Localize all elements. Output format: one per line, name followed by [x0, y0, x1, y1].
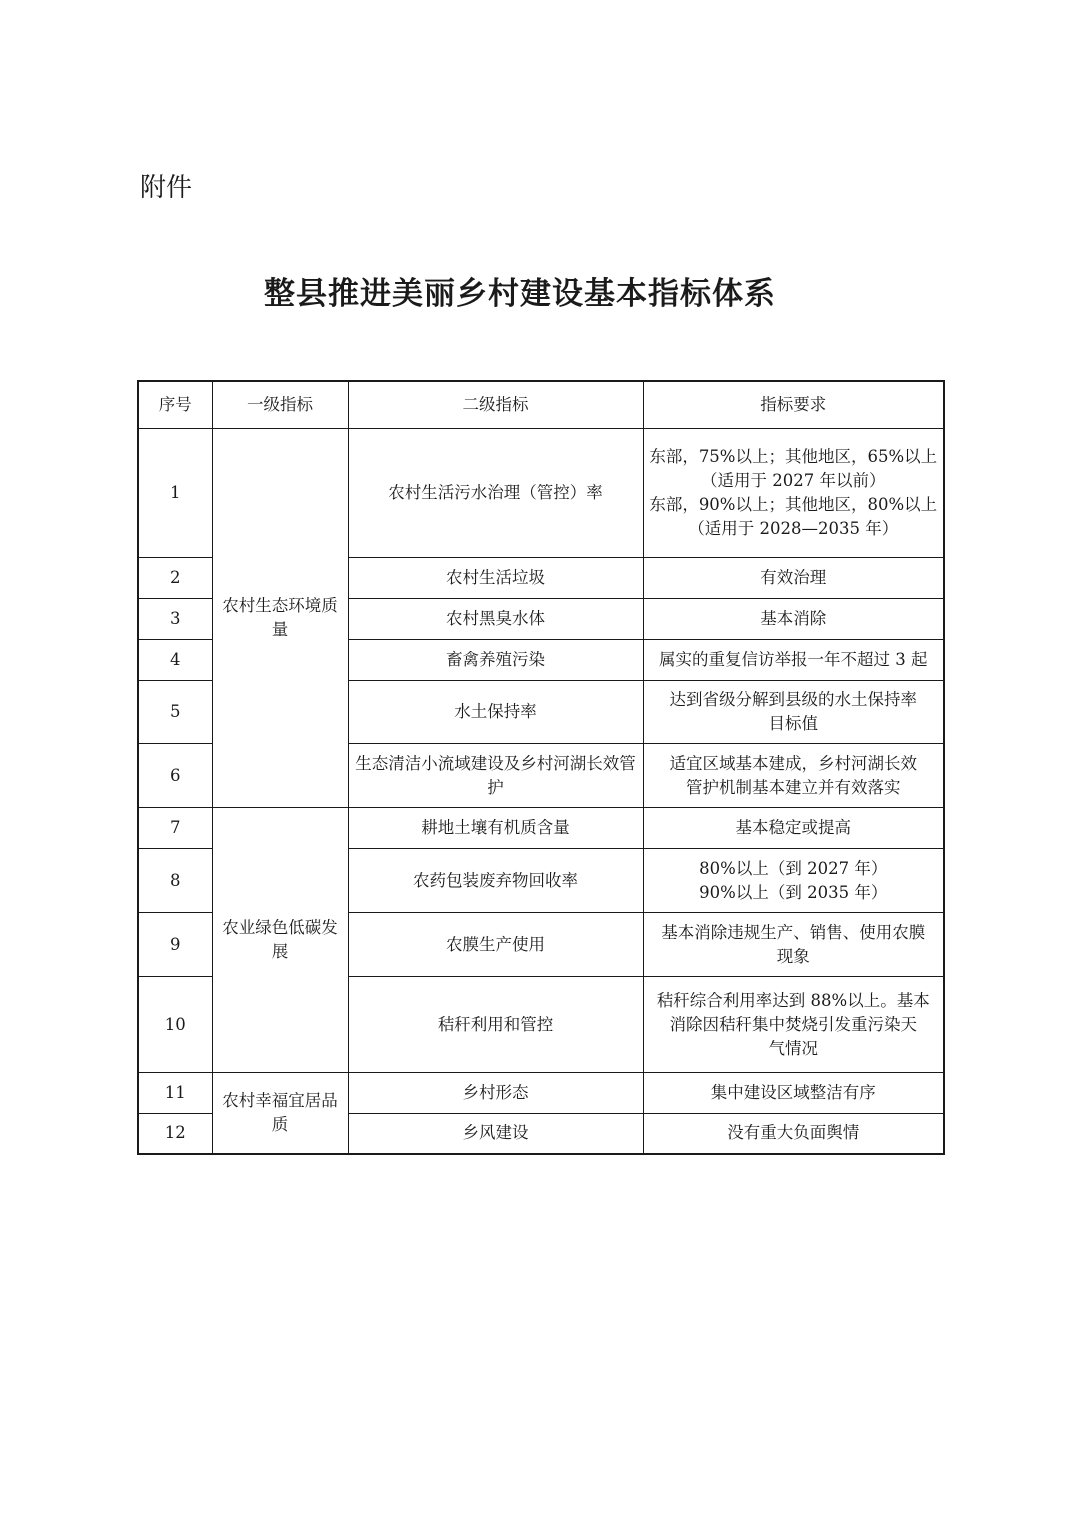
requirement-line: 管护机制基本建立并有效落实: [686, 777, 901, 797]
secondary-indicator-cell: 农膜生产使用: [348, 913, 643, 977]
requirement-cell: [643, 599, 944, 640]
row-number: 3: [138, 599, 212, 640]
secondary-indicator-cell: 农村生活污水治理（管控）率: [348, 429, 643, 558]
secondary-indicator-cell: 农药包装废弃物回收率: [348, 849, 643, 913]
header-secondary-indicator: 二级指标: [348, 381, 643, 429]
secondary-indicator-cell: 畜禽养殖污染: [348, 640, 643, 681]
row-number: 2: [138, 558, 212, 599]
requirement-line: 基本消除违规生产、销售、使用农膜: [661, 922, 926, 942]
header-row: [138, 381, 944, 429]
requirement-line: 现象: [776, 946, 810, 966]
table-row: [138, 1073, 944, 1114]
primary-indicator-cell: 农业绿色低碳发展: [212, 808, 348, 1073]
requirement-line: 目标值: [768, 714, 818, 733]
requirement-line: 集中建设区域整洁有序: [710, 1083, 876, 1102]
requirement-line: 秸秆综合利用率达到 88%以上。基本: [656, 990, 930, 1010]
table-body: [138, 429, 944, 1154]
requirement-line: 80%以上（到 2027 年）: [699, 858, 888, 878]
indicator-table: [137, 380, 945, 1155]
requirement-cell: [643, 681, 944, 744]
row-number: 8: [138, 849, 212, 913]
attachment-label: 附件: [140, 173, 193, 203]
requirement-cell: [643, 429, 944, 558]
row-number: 4: [138, 640, 212, 681]
requirement-line: （适用于 2028—2035 年）: [688, 519, 899, 538]
secondary-indicator-cell: 乡村形态: [348, 1073, 643, 1114]
secondary-indicator-cell: 乡风建设: [348, 1114, 643, 1154]
header-primary-indicator: 一级指标: [212, 381, 348, 429]
secondary-indicator-cell: 耕地土壤有机质含量: [348, 808, 643, 849]
requirement-cell: [643, 1114, 944, 1154]
requirement-line: 有效治理: [760, 568, 827, 587]
table-header: [138, 381, 944, 429]
document-title: 整县推进美丽乡村建设基本指标体系: [264, 276, 776, 312]
requirement-line: 适宜区域基本建成，乡村河湖长效: [669, 753, 917, 773]
requirement-line: 东部，90%以上；其他地区，80%以上: [649, 495, 938, 514]
row-number: 7: [138, 808, 212, 849]
requirement-line: 90%以上（到 2035 年）: [699, 882, 888, 902]
primary-indicator-cell: 农村生态环境质量: [212, 429, 348, 808]
requirement-cell: [643, 1073, 944, 1114]
requirement-line: 基本稳定或提高: [735, 818, 851, 837]
requirement-line: 消除因秸秆集中焚烧引发重污染天: [669, 1014, 917, 1034]
requirement-cell: [643, 640, 944, 681]
row-number: 6: [138, 744, 212, 808]
row-number: 11: [138, 1073, 212, 1114]
requirement-line: 达到省级分解到县级的水土保持率: [669, 690, 917, 709]
row-number: 5: [138, 681, 212, 744]
requirement-line: 没有重大负面舆情: [727, 1123, 860, 1143]
requirement-line: 基本消除: [760, 609, 827, 628]
primary-indicator-cell: 农村幸福宜居品质: [212, 1073, 348, 1154]
row-number: 9: [138, 913, 212, 977]
table-row: [138, 429, 944, 558]
secondary-indicator-cell: 水土保持率: [348, 681, 643, 744]
table-row: [138, 808, 944, 849]
requirement-cell: [643, 744, 944, 808]
secondary-indicator-cell: 生态清洁小流域建设及乡村河湖长效管护: [348, 744, 643, 808]
header-serial-number: 序号: [138, 381, 212, 429]
requirement-cell: [643, 977, 944, 1073]
requirement-line: 属实的重复信访举报一年不超过 3 起: [659, 650, 928, 669]
requirement-cell: [643, 808, 944, 849]
secondary-indicator-cell: 农村黑臭水体: [348, 599, 643, 640]
row-number: 10: [138, 977, 212, 1073]
requirement-line: （适用于 2027 年以前）: [701, 471, 886, 490]
requirement-cell: [643, 849, 944, 913]
row-number: 12: [138, 1114, 212, 1154]
requirement-cell: [643, 558, 944, 599]
requirement-line: 东部，75%以上；其他地区，65%以上: [649, 447, 938, 466]
secondary-indicator-cell: 农村生活垃圾: [348, 558, 643, 599]
secondary-indicator-cell: 秸秆利用和管控: [348, 977, 643, 1073]
row-number: 1: [138, 429, 212, 558]
requirement-cell: [643, 913, 944, 977]
requirement-line: 气情况: [768, 1038, 818, 1058]
header-requirement: 指标要求: [643, 381, 944, 429]
